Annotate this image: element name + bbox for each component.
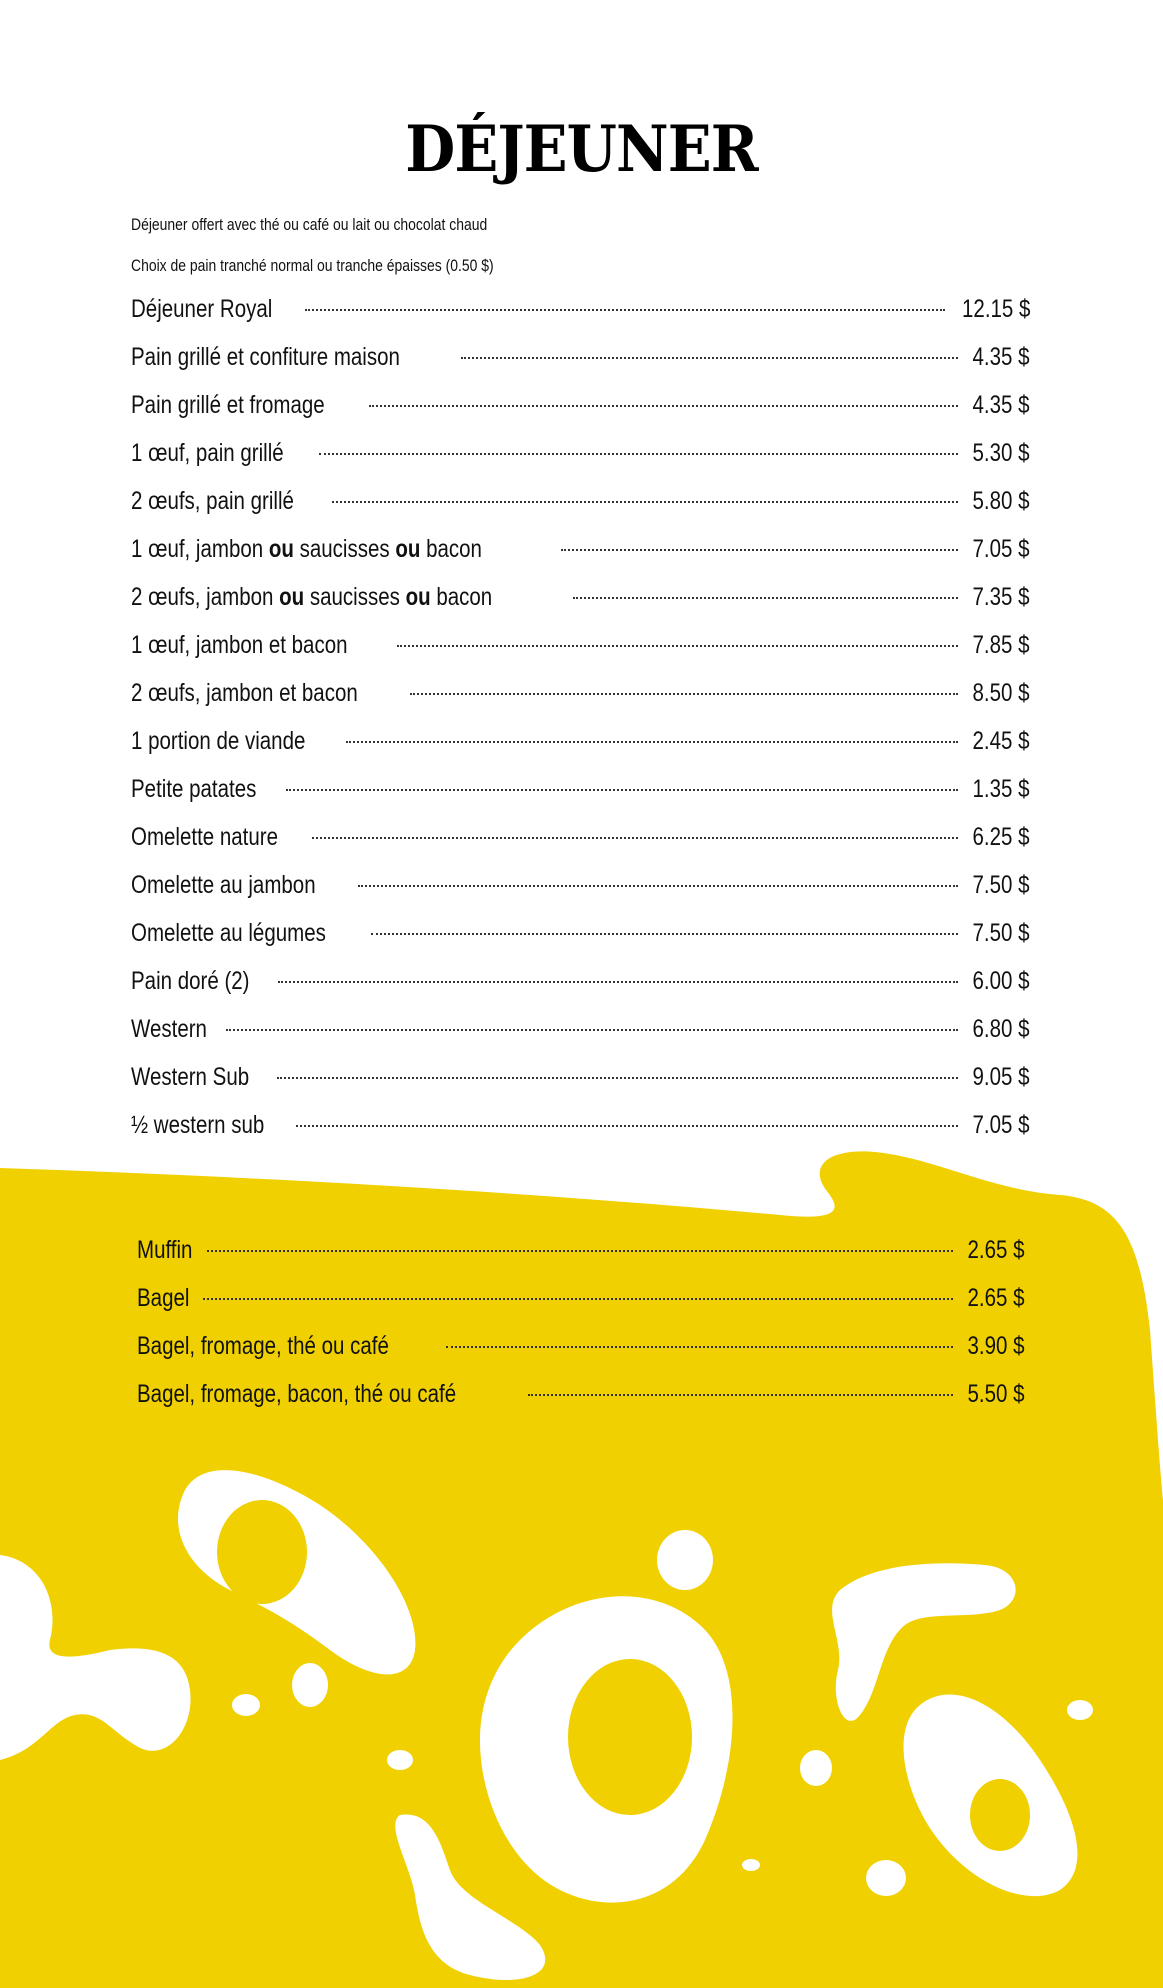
menu-item-name-part: bacon: [430, 583, 493, 611]
menu-item-price: 7.35 $: [972, 583, 1030, 611]
menu-item: [131, 1060, 1030, 1108]
menu-item-price: 2.45 $: [972, 727, 1030, 755]
menu-item-name-emphasis: ou: [268, 535, 294, 563]
egg-yolk-icon: [217, 1500, 307, 1604]
menu-item-name: Omelette au jambon: [131, 871, 316, 899]
menu-item-name-part: 2 œufs, jambon: [131, 583, 280, 611]
menu-item: [131, 340, 1030, 388]
egg-drop-icon: [1067, 1700, 1093, 1720]
menu-item-name: Pain doré (2): [131, 967, 250, 995]
menu-item-price: 6.25 $: [972, 823, 1030, 851]
page-title: DÉJEUNER: [405, 112, 758, 187]
egg-yolk-icon: [970, 1779, 1030, 1851]
menu-item: [131, 532, 1030, 580]
menu-item-price: 9.05 $: [972, 1063, 1030, 1091]
dotted-leader: [207, 1250, 954, 1252]
menu-item: [131, 1012, 1030, 1060]
menu-item-price: 6.80 $: [972, 1015, 1030, 1043]
dotted-leader: [573, 597, 958, 599]
menu-item-name: Pain grillé et confiture maison: [131, 343, 400, 371]
menu-item: [137, 1329, 1025, 1377]
menu-item-name-part: saucisses: [304, 583, 406, 611]
menu-item-name: Omelette au légumes: [131, 919, 326, 947]
dotted-leader: [446, 1346, 953, 1348]
menu-item-name: [131, 580, 492, 614]
menu-item: [131, 292, 1030, 340]
menu-item: [131, 436, 1030, 484]
dotted-leader: [286, 789, 959, 791]
menu-item-name: Bagel: [137, 1284, 190, 1312]
menu-item: [131, 628, 1030, 676]
menu-item-price: 5.50 $: [967, 1380, 1025, 1408]
menu-item-price: 4.35 $: [972, 343, 1030, 371]
dotted-leader: [369, 405, 958, 407]
menu-item-price: 3.90 $: [967, 1332, 1025, 1360]
dotted-leader: [277, 1077, 958, 1079]
menu-item: [131, 580, 1030, 628]
menu-item-price: 2.65 $: [967, 1236, 1025, 1264]
menu-item-name: Western Sub: [131, 1063, 250, 1091]
menu-item: [137, 1377, 1025, 1425]
menu-item-price: 6.00 $: [972, 967, 1030, 995]
menu-item-name: 2 œufs, jambon et bacon: [131, 679, 358, 707]
menu-item-price: 2.65 $: [967, 1284, 1025, 1312]
menu-item: [131, 868, 1030, 916]
egg-drop-icon: [742, 1859, 760, 1871]
menu-item: [131, 964, 1030, 1012]
egg-yolk-icon: [568, 1659, 692, 1815]
menu-item-name-part: saucisses: [293, 535, 396, 563]
egg-drop-icon: [387, 1750, 413, 1770]
menu-item-name: Pain grillé et fromage: [131, 391, 325, 419]
menu-item-price: 7.05 $: [972, 535, 1030, 563]
menu-item-name: 1 œuf, pain grillé: [131, 439, 284, 467]
dotted-leader: [332, 501, 959, 503]
menu-item-price: 1.35 $: [972, 775, 1030, 803]
menu-item: [131, 820, 1030, 868]
dotted-leader: [410, 693, 959, 695]
menu-item: [131, 916, 1030, 964]
dotted-leader: [226, 1029, 959, 1031]
egg-drop-icon: [232, 1694, 260, 1716]
dotted-leader: [296, 1125, 959, 1127]
menu-item: [131, 388, 1030, 436]
menu-note-drinks: Déjeuner offert avec thé ou café ou lait ou chocolat chaud: [131, 215, 488, 234]
menu-item-price: 5.80 $: [972, 487, 1030, 515]
dotted-leader: [319, 453, 958, 455]
dotted-leader: [312, 837, 958, 839]
dotted-leader: [358, 885, 958, 887]
egg-drop-icon: [292, 1663, 328, 1707]
menu-item-name: Petite patates: [131, 775, 257, 803]
menu-item-name: Bagel, fromage, bacon, thé ou café: [137, 1380, 457, 1408]
dotted-leader: [203, 1298, 954, 1300]
dotted-leader: [346, 741, 959, 743]
dotted-leader: [461, 357, 959, 359]
menu-item-price: 5.30 $: [972, 439, 1030, 467]
menu-item-name: 1 œuf, jambon et bacon: [131, 631, 348, 659]
bagel-menu-list: [137, 1233, 1025, 1425]
menu-item: [131, 772, 1030, 820]
menu-item-name: ½ western sub: [131, 1111, 265, 1139]
menu-item-name: Muffin: [137, 1236, 193, 1264]
menu-item: [137, 1233, 1025, 1281]
menu-item-name: Omelette nature: [131, 823, 278, 851]
egg-drop-icon: [657, 1530, 713, 1590]
menu-item: [137, 1281, 1025, 1329]
menu-item-price: 7.85 $: [972, 631, 1030, 659]
menu-item-name: [131, 532, 482, 566]
egg-drop-icon: [800, 1750, 832, 1786]
dotted-leader: [371, 933, 959, 935]
dotted-leader: [278, 981, 959, 983]
menu-item-name-emphasis: ou: [279, 583, 305, 611]
menu-item-price: 4.35 $: [972, 391, 1030, 419]
menu-item: [131, 484, 1030, 532]
menu-item-name-part: 1 œuf, jambon: [131, 535, 269, 563]
menu-item-name-part: bacon: [420, 535, 482, 563]
breakfast-menu-list: [131, 292, 1030, 1156]
menu-item: [131, 724, 1030, 772]
menu-item: [131, 1108, 1030, 1156]
menu-item-price: 12.15 $: [961, 295, 1030, 323]
menu-item-name: Déjeuner Royal: [131, 295, 273, 323]
menu-note-bread: Choix de pain tranché normal ou tranche épaisses (0.50 $): [131, 256, 494, 275]
egg-drop-icon: [866, 1860, 906, 1896]
dotted-leader: [561, 549, 959, 551]
menu-item-name-emphasis: ou: [405, 583, 431, 611]
dotted-leader: [305, 309, 944, 311]
dotted-leader: [397, 645, 958, 647]
menu-item-name: 2 œufs, pain grillé: [131, 487, 294, 515]
dotted-leader: [528, 1394, 953, 1396]
menu-item-name: Bagel, fromage, thé ou café: [137, 1332, 389, 1360]
menu-item-price: 7.50 $: [972, 871, 1030, 899]
menu-item-name-emphasis: ou: [395, 535, 421, 563]
menu-item-name: 1 portion de viande: [131, 727, 306, 755]
menu-item-price: 8.50 $: [972, 679, 1030, 707]
menu-item-name: Western: [131, 1015, 207, 1043]
menu-item: [131, 676, 1030, 724]
menu-item-price: 7.50 $: [972, 919, 1030, 947]
menu-item-price: 7.05 $: [972, 1111, 1030, 1139]
